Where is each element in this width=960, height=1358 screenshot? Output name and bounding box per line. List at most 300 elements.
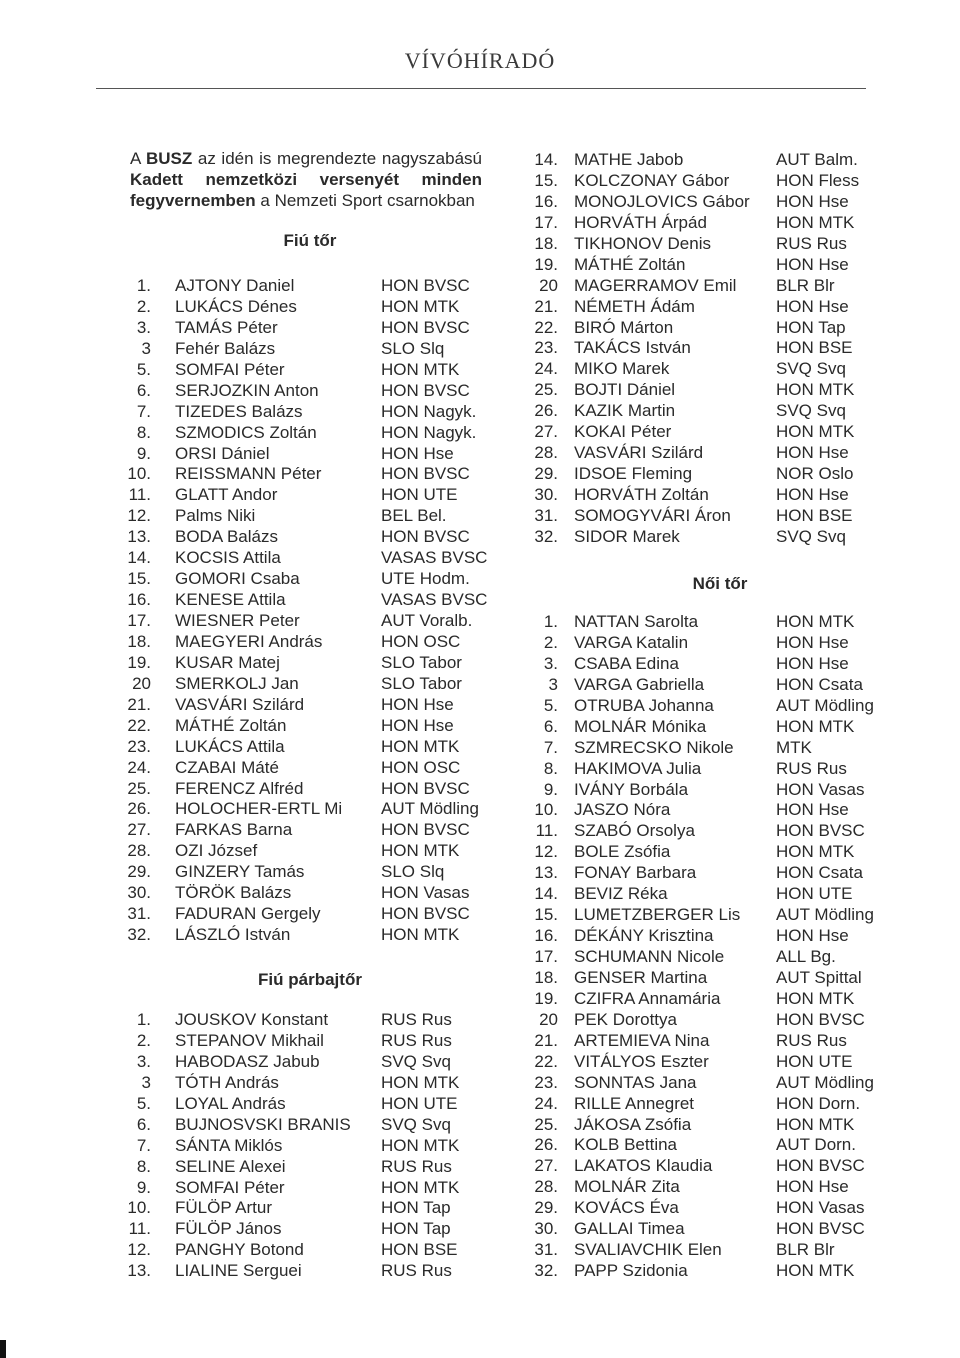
- result-club: HON MTK: [381, 1177, 460, 1197]
- result-club: AUT Mödling: [776, 1072, 874, 1092]
- result-rank: 13.: [127, 1261, 151, 1281]
- result-rank: 3: [141, 338, 151, 358]
- result-row: [526, 611, 906, 632]
- result-name: TÓTH András: [175, 1072, 279, 1092]
- result-row: [127, 463, 487, 484]
- result-rank: 1.: [136, 276, 151, 295]
- result-name: FARKAS Barna: [175, 820, 293, 840]
- result-club: VASAS BVSC: [381, 590, 488, 610]
- result-rank: 26.: [534, 1135, 558, 1155]
- result-row: [526, 1134, 906, 1155]
- result-row: [526, 862, 906, 883]
- result-rank: 32.: [534, 526, 558, 546]
- result-club: HON Nagyk.: [381, 422, 477, 442]
- result-club: HON Csata: [776, 863, 863, 883]
- result-club: HON MTK: [776, 988, 855, 1008]
- result-name: MÁTHÉ Zoltán: [175, 715, 287, 735]
- result-club: HON Dorn.: [776, 1093, 861, 1113]
- result-rank: 23.: [534, 1072, 558, 1092]
- result-club: HON MTK: [381, 1072, 460, 1092]
- result-club: AUT Mödling: [381, 799, 479, 819]
- result-club: HON Hse: [776, 443, 849, 463]
- result-rank: 17.: [534, 947, 558, 966]
- result-rank: 25.: [534, 380, 558, 400]
- result-name: FÜLÖP Artur: [175, 1198, 272, 1218]
- result-rank: 9.: [136, 443, 151, 463]
- result-rank: 17.: [127, 611, 151, 630]
- result-rank: 24.: [534, 1093, 558, 1113]
- result-club: HON BSE: [381, 1240, 458, 1260]
- section-title-fiu-parbajtor: Fiú párbajtőr: [258, 970, 362, 989]
- section-title-noi-tor: Női tőr: [692, 574, 748, 593]
- result-rank: 20: [539, 275, 558, 295]
- result-club: HON Tap: [381, 1219, 451, 1239]
- results-list-fiu-parbajtor: [127, 1009, 487, 1281]
- result-rank: 16.: [127, 590, 151, 610]
- result-row: [127, 1072, 487, 1093]
- result-row: [127, 1239, 487, 1260]
- result-row: [526, 275, 906, 296]
- result-row: [526, 653, 906, 674]
- result-rank: 8.: [543, 758, 558, 778]
- result-name: SZMRECSKO Nikole: [574, 737, 734, 757]
- result-row: [127, 903, 487, 924]
- result-row: [127, 757, 487, 778]
- result-rank: 10.: [127, 464, 151, 484]
- result-club: HON MTK: [776, 1114, 855, 1134]
- result-name: LUMETZBERGER Lis: [574, 905, 741, 925]
- result-name: FERENCZ Alfréd: [175, 778, 304, 798]
- result-club: HON BVSC: [381, 778, 470, 798]
- result-name: GOMORI Csaba: [175, 569, 300, 589]
- result-row: [127, 1177, 487, 1198]
- intro-busz: BUSZ: [146, 149, 193, 168]
- result-name: AJTONY Daniel: [175, 276, 295, 295]
- result-club: RUS Rus: [381, 1156, 452, 1176]
- result-rank: 27.: [127, 820, 151, 840]
- result-name: MAEGYERI András: [175, 631, 323, 651]
- result-name: LUKÁCS Dénes: [175, 296, 297, 316]
- result-club: HON MTK: [381, 359, 460, 379]
- result-rank: 14.: [534, 884, 558, 904]
- header-rule: [96, 88, 866, 89]
- result-rank: 15.: [534, 170, 558, 190]
- result-rank: 22.: [534, 317, 558, 337]
- result-row: [526, 1009, 906, 1030]
- result-rank: 19.: [534, 254, 558, 274]
- result-name: SMERKOLJ Jan: [175, 673, 299, 693]
- result-club: RUS Rus: [381, 1010, 452, 1029]
- result-name: SOMOGYVÁRI Áron: [574, 505, 731, 525]
- result-row: [127, 631, 487, 652]
- result-row: [127, 1135, 487, 1156]
- result-rank: 29.: [534, 464, 558, 484]
- result-name: ORSI Dániel: [175, 443, 270, 463]
- result-club: HON MTK: [776, 612, 855, 631]
- result-rank: 3: [141, 1072, 151, 1092]
- result-club: HON Hse: [776, 485, 849, 504]
- result-name: MONOJLOVICS Gábor: [574, 191, 750, 211]
- result-row: [526, 779, 906, 800]
- result-rank: 2.: [136, 1030, 151, 1050]
- result-name: HORVÁTH Árpád: [574, 212, 707, 232]
- result-club: AUT Balm.: [776, 150, 858, 169]
- result-row: [526, 946, 906, 967]
- intro-text-3: a Nemzeti Sport csarnokban: [255, 191, 475, 210]
- result-club: SVQ Svq: [776, 401, 846, 421]
- result-rank: 20: [539, 1009, 558, 1029]
- result-rank: 2.: [543, 632, 558, 652]
- result-rank: 18.: [534, 967, 558, 987]
- result-name: HORVÁTH Zoltán: [574, 485, 709, 504]
- result-name: HOLOCHER-ERTL Mi: [175, 799, 343, 819]
- result-rank: 14.: [127, 548, 151, 568]
- result-rank: 31.: [127, 904, 151, 924]
- result-name: LÁSZLÓ István: [175, 925, 291, 945]
- result-name: BUJNOSVSKI BRANIS: [175, 1114, 351, 1134]
- result-name: KOKAI Péter: [574, 422, 672, 442]
- result-row: [526, 400, 906, 421]
- result-rank: 28.: [127, 841, 151, 861]
- result-name: MOLNÁR Mónika: [574, 716, 707, 736]
- result-rank: 6.: [543, 716, 558, 736]
- result-name: Fehér Balázs: [175, 338, 276, 358]
- result-rank: 3: [548, 674, 558, 694]
- result-rank: 8.: [136, 422, 151, 442]
- result-club: HON MTK: [776, 380, 855, 400]
- result-name: SELINE Alexei: [175, 1156, 286, 1176]
- result-row: [526, 925, 906, 946]
- result-club: HON Tap: [776, 317, 846, 337]
- result-row: [526, 484, 906, 505]
- result-row: [127, 359, 487, 380]
- result-rank: 30.: [534, 1219, 558, 1239]
- result-rank: 25.: [127, 778, 151, 798]
- result-row: [526, 233, 906, 254]
- result-club: HON Hse: [776, 632, 849, 652]
- result-rank: 30.: [127, 883, 151, 903]
- result-row: [127, 1260, 487, 1281]
- result-row: [526, 695, 906, 716]
- result-row: [127, 652, 487, 673]
- result-name: NATTAN Sarolta: [574, 612, 699, 631]
- result-rank: 3.: [136, 317, 151, 337]
- result-row: [526, 296, 906, 317]
- result-name: PEK Dorottya: [574, 1009, 677, 1029]
- result-name: DÉKÁNY Krisztina: [574, 926, 714, 946]
- result-rank: 7.: [136, 401, 151, 421]
- result-club: AUT Voralb.: [381, 611, 473, 630]
- result-club: HON Hse: [776, 296, 849, 316]
- intro-text-2: az idén is megrendezte nagyszabású: [192, 149, 483, 168]
- result-rank: 10.: [127, 1198, 151, 1218]
- result-rank: 2.: [136, 296, 151, 316]
- result-club: RUS Rus: [381, 1261, 452, 1281]
- result-club: HON Nagyk.: [381, 401, 477, 421]
- result-name: PANGHY Botond: [175, 1240, 304, 1260]
- result-row: [526, 967, 906, 988]
- result-name: TIKHONOV Denis: [574, 233, 711, 253]
- result-name: SZMODICS Zoltán: [175, 422, 317, 442]
- result-club: HON BVSC: [776, 1219, 865, 1239]
- result-rank: 3.: [543, 653, 558, 673]
- result-name: CZIFRA Annamária: [574, 988, 721, 1008]
- result-rank: 14.: [534, 150, 558, 169]
- result-rank: 13.: [534, 863, 558, 883]
- result-name: KENESE Attila: [175, 590, 286, 610]
- result-name: FÜLÖP János: [175, 1219, 282, 1239]
- result-name: SIDOR Marek: [574, 526, 680, 546]
- result-row: [127, 484, 487, 505]
- result-name: BODA Balázs: [175, 527, 278, 547]
- result-row: [127, 505, 487, 526]
- result-club: HON Hse: [776, 1177, 849, 1197]
- result-row: [526, 1197, 906, 1218]
- result-name: OTRUBA Johanna: [574, 695, 714, 715]
- result-name: KOVÁCS Éva: [574, 1198, 679, 1218]
- result-rank: 7.: [543, 737, 558, 757]
- result-row: [127, 798, 487, 819]
- result-rank: 5.: [136, 359, 151, 379]
- result-rank: 11.: [128, 1219, 151, 1239]
- result-row: [127, 568, 487, 589]
- result-name: SVALIAVCHIK Elen: [574, 1240, 722, 1260]
- result-name: STEPANOV Mikhail: [175, 1030, 324, 1050]
- result-club: AUT Mödling: [776, 695, 874, 715]
- result-rank: 3.: [136, 1051, 151, 1071]
- intro-bold: Kadett nemzetközi versenyét minden fegyvernemben: [130, 170, 482, 210]
- result-club: HON UTE: [776, 884, 853, 904]
- result-row: [127, 1009, 487, 1030]
- result-club: SLO Tabor: [381, 673, 462, 693]
- result-club: SVQ Svq: [381, 1114, 451, 1134]
- result-row: [127, 1197, 487, 1218]
- result-row: [127, 547, 487, 568]
- result-rank: 21.: [534, 1030, 558, 1050]
- result-name: SOMFAI Péter: [175, 359, 285, 379]
- result-row: [526, 170, 906, 191]
- result-club: BLR Blr: [776, 275, 835, 295]
- result-row: [526, 1176, 906, 1197]
- result-rank: 12.: [127, 1240, 151, 1260]
- result-name: CSABA Edina: [574, 653, 679, 673]
- result-name: GINZERY Tamás: [175, 862, 305, 882]
- scan-edge-mark: [0, 1340, 6, 1358]
- result-club: HON Hse: [776, 653, 849, 673]
- result-name: SÁNTA Miklós: [175, 1135, 283, 1155]
- result-club: HON Vasas: [776, 779, 865, 799]
- result-name: VITÁLYOS Eszter: [574, 1051, 709, 1071]
- result-row: [127, 736, 487, 757]
- result-club: HON Hse: [776, 254, 849, 274]
- result-name: LIALINE Serguei: [175, 1261, 302, 1281]
- result-rank: 17.: [534, 212, 558, 232]
- result-rank: 1.: [543, 612, 558, 631]
- result-row: [127, 819, 487, 840]
- result-row: [127, 694, 487, 715]
- result-row: [526, 1218, 906, 1239]
- result-rank: 12.: [127, 506, 151, 526]
- result-row: [127, 1156, 487, 1177]
- result-club: BLR Blr: [776, 1240, 835, 1260]
- result-rank: 10.: [534, 800, 558, 820]
- result-rank: 19.: [534, 988, 558, 1008]
- result-row: [526, 1239, 906, 1260]
- result-club: HON UTE: [381, 1093, 458, 1113]
- result-club: HON Hse: [776, 191, 849, 211]
- result-row: [127, 275, 487, 296]
- result-name: GLATT Andor: [175, 485, 278, 505]
- result-row: [526, 212, 906, 233]
- result-club: HON UTE: [776, 1051, 853, 1071]
- result-name: RILLE Annegret: [574, 1093, 695, 1113]
- result-rank: 31.: [534, 505, 558, 525]
- result-club: HON MTK: [381, 736, 460, 756]
- result-club: HON Vasas: [381, 883, 470, 903]
- result-club: HON MTK: [381, 925, 460, 945]
- result-row: [526, 254, 906, 275]
- result-row: [127, 1051, 487, 1072]
- result-rank: 11.: [535, 821, 558, 841]
- result-club: SLO Slq: [381, 338, 445, 358]
- result-club: SVQ Svq: [776, 526, 846, 546]
- result-row: [127, 380, 487, 401]
- result-name: TIZEDES Balázs: [175, 401, 303, 421]
- result-row: [526, 358, 906, 379]
- result-rank: 5.: [543, 695, 558, 715]
- result-rank: 11.: [128, 485, 151, 505]
- result-rank: 16.: [534, 926, 558, 946]
- result-name: LAKATOS Klaudia: [574, 1156, 713, 1176]
- result-club: ALL Bg.: [776, 947, 836, 966]
- result-row: [526, 1093, 906, 1114]
- result-rank: 21.: [127, 694, 151, 714]
- result-row: [526, 1155, 906, 1176]
- result-rank: 22.: [534, 1051, 558, 1071]
- result-club: HON Csata: [776, 674, 863, 694]
- result-rank: 15.: [127, 569, 151, 589]
- intro-text-1: A: [130, 149, 146, 168]
- result-rank: 26.: [534, 401, 558, 421]
- result-row: [526, 149, 906, 170]
- result-club: HON BVSC: [776, 1156, 865, 1176]
- result-rank: 28.: [534, 1177, 558, 1197]
- result-club: UTE Hodm.: [381, 569, 470, 589]
- result-name: VASVÁRI Szilárd: [175, 694, 305, 714]
- result-club: HON BSE: [776, 338, 853, 358]
- result-row: [526, 716, 906, 737]
- result-row: [127, 1218, 487, 1239]
- result-row: [526, 337, 906, 358]
- result-row: [127, 1114, 487, 1135]
- result-club: HON BVSC: [381, 317, 470, 337]
- result-rank: 23.: [534, 338, 558, 358]
- result-row: [526, 632, 906, 653]
- result-row: [526, 526, 906, 547]
- result-name: FADURAN Gergely: [175, 904, 321, 924]
- result-row: [127, 882, 487, 903]
- results-list-fiu-tor: [127, 275, 487, 945]
- page-header-title: VÍVÓHÍRADÓ: [404, 48, 556, 73]
- result-name: TAMÁS Péter: [175, 317, 278, 337]
- result-row: [526, 1114, 906, 1135]
- result-rank: 26.: [127, 799, 151, 819]
- result-club: VASAS BVSC: [381, 548, 488, 568]
- result-rank: 21.: [534, 296, 558, 316]
- result-name: MÁTHÉ Zoltán: [574, 254, 686, 274]
- result-row: [526, 421, 906, 442]
- result-club: RUS Rus: [776, 1030, 847, 1050]
- result-club: SVQ Svq: [381, 1051, 451, 1071]
- result-club: HON BVSC: [776, 1009, 865, 1029]
- result-club: HON Hse: [776, 926, 849, 946]
- result-row: [526, 1072, 906, 1093]
- result-club: RUS Rus: [776, 233, 847, 253]
- result-club: HON MTK: [776, 716, 855, 736]
- result-rank: 15.: [534, 905, 558, 925]
- result-club: HON Tap: [381, 1198, 451, 1218]
- result-club: HON BSE: [776, 505, 853, 525]
- result-name: Palms Niki: [175, 506, 256, 526]
- result-name: MATHE Jabob: [574, 150, 684, 169]
- result-club: HON UTE: [381, 485, 458, 505]
- result-club: HON MTK: [776, 212, 855, 232]
- result-name: SZABÓ Orsolya: [574, 821, 695, 841]
- result-name: ARTEMIEVA Nina: [574, 1030, 710, 1050]
- section-title-fiu-tor: Fiú tőr: [283, 231, 337, 250]
- result-club: HON BVSC: [381, 820, 470, 840]
- result-name: VARGA Gabriella: [574, 674, 705, 694]
- result-club: HON MTK: [381, 296, 460, 316]
- result-row: [526, 988, 906, 1009]
- result-rank: 18.: [127, 631, 151, 651]
- result-name: SCHUMANN Nicole: [574, 947, 725, 966]
- intro-paragraph: [130, 148, 482, 211]
- result-club: MTK: [776, 737, 812, 757]
- result-row: [526, 191, 906, 212]
- result-row: [526, 1260, 906, 1281]
- result-rank: 16.: [534, 191, 558, 211]
- result-name: JASZO Nóra: [574, 800, 671, 820]
- result-club: NOR Oslo: [776, 464, 854, 484]
- result-name: KOCSIS Attila: [175, 548, 281, 568]
- results-list-fiu-tor-continued: [526, 149, 906, 547]
- result-club: SVQ Svq: [776, 359, 846, 379]
- result-row: [526, 1030, 906, 1051]
- result-name: LUKÁCS Attila: [175, 736, 285, 756]
- result-row: [526, 379, 906, 400]
- result-club: HON BVSC: [381, 380, 470, 400]
- result-row: [526, 904, 906, 925]
- result-club: BEL Bel.: [381, 506, 447, 526]
- result-club: HON MTK: [776, 1261, 855, 1281]
- result-row: [127, 422, 487, 443]
- result-rank: 19.: [127, 652, 151, 672]
- result-club: HON BVSC: [381, 904, 470, 924]
- result-club: HON Hse: [381, 443, 454, 463]
- result-rank: 24.: [534, 359, 558, 379]
- result-row: [127, 861, 487, 882]
- result-name: NÉMETH Ádám: [574, 296, 695, 316]
- result-row: [526, 505, 906, 526]
- result-name: SOMFAI Péter: [175, 1177, 285, 1197]
- result-row: [526, 841, 906, 862]
- result-club: AUT Spittal: [776, 967, 862, 987]
- result-row: [127, 317, 487, 338]
- result-rank: 1.: [136, 1010, 151, 1029]
- result-row: [127, 840, 487, 861]
- result-rank: 6.: [136, 1114, 151, 1134]
